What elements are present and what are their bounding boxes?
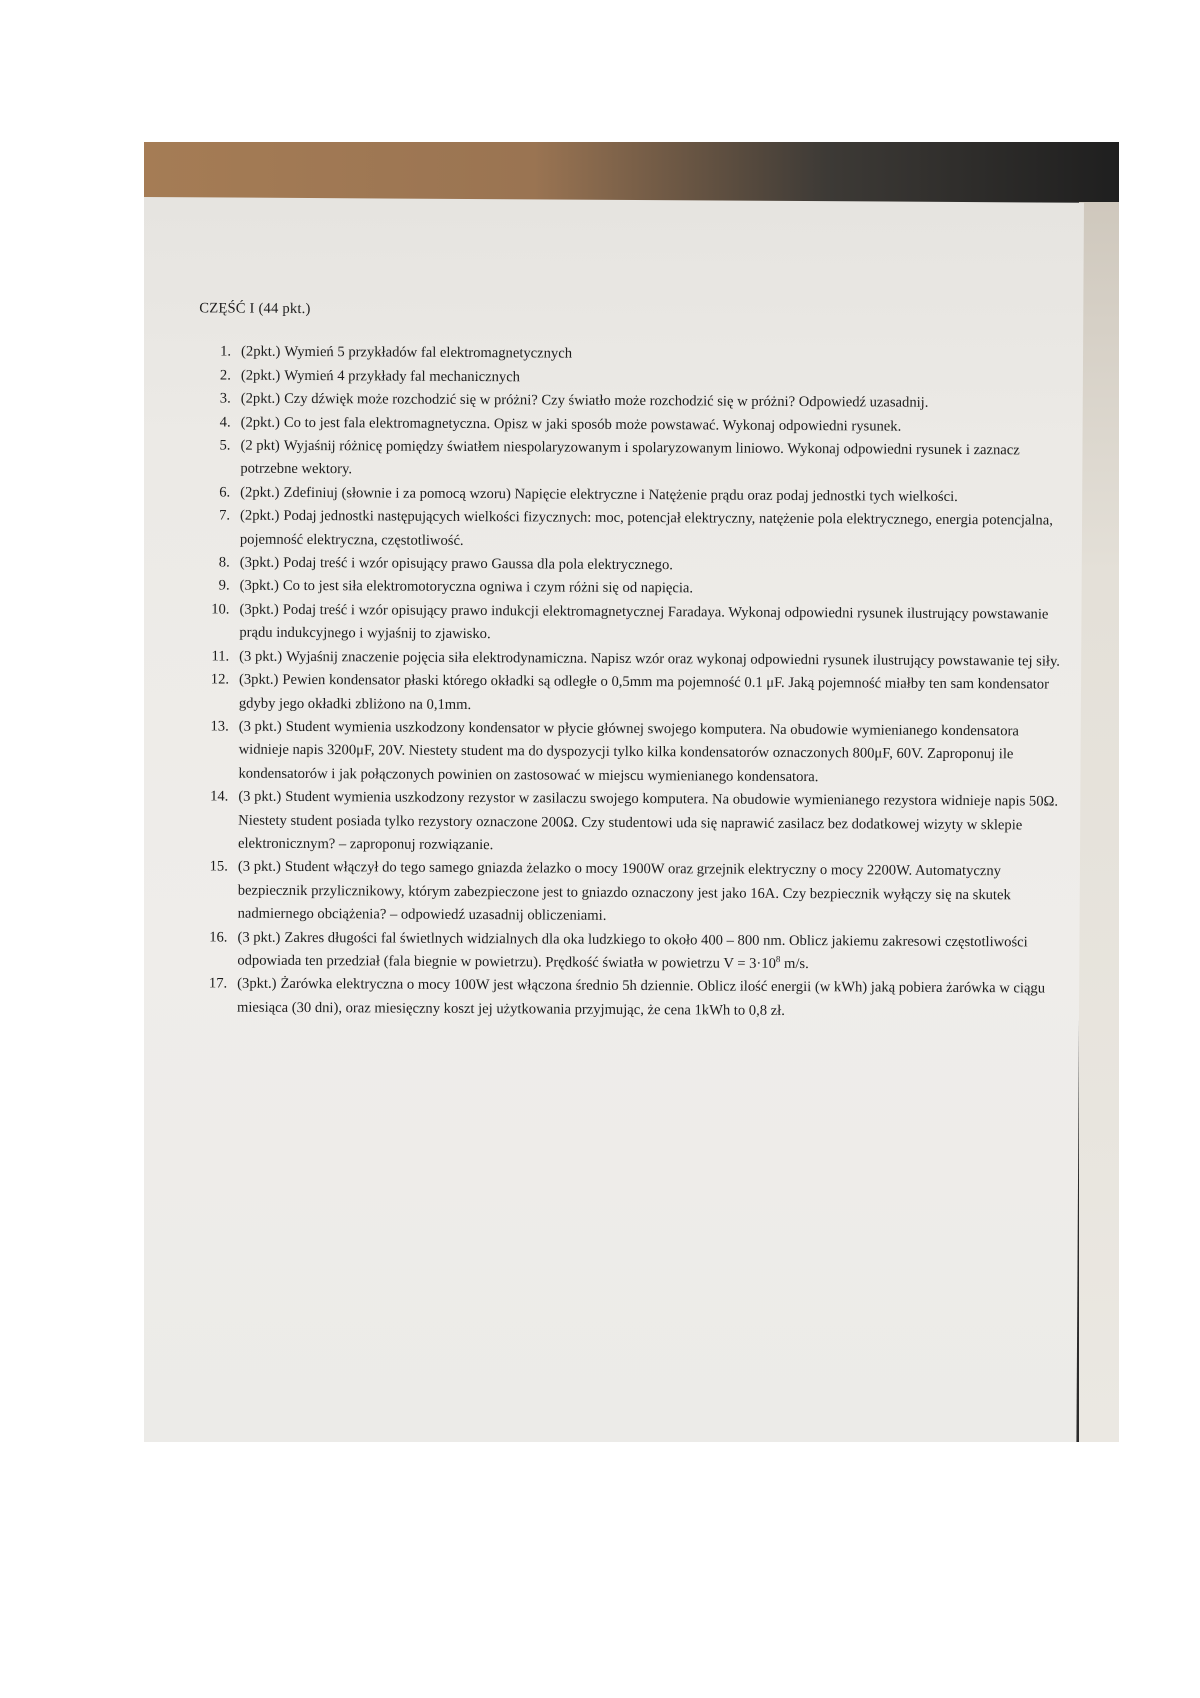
- question-text: Wymień 5 przykładów fal elektromagnetycznych: [284, 344, 573, 363]
- question-text: Czy dźwięk może rozchodzić się w próżni? Czy światło może rozchodzić się w próżni? Odpowiedź uzasadnij.: [284, 391, 929, 412]
- question-number: 2.: [219, 367, 231, 384]
- question-text: Podaj treść i wzór opisujący prawo Gaussa dla pola elektrycznego.: [283, 554, 673, 574]
- question-text: Co to jest fala elektromagnetyczna. Opisz w jaki sposób może powstawać. Wykonaj odpowiedni rysunek.: [283, 414, 902, 435]
- question-points: (3pkt.): [237, 975, 277, 993]
- question-text-after: m/s.: [780, 955, 809, 973]
- question-number: 8.: [218, 554, 230, 571]
- question-number: 10.: [211, 601, 230, 618]
- question-item: [198, 505, 1068, 557]
- question-points: (3pkt.): [239, 578, 280, 595]
- question-text: Student wymienia uszkodzony kondensator w płycie głównej swojego komputera. Na obudowie wymienianego kondensatora widnieje napis 3200μF, 20V. Niestety student ma do dyspozycji tylko kilka kondensatorów oznaczonych 800μF, 60V. Zaproponuj ile kondensatorów i jak połączonych powinien on zastosować w miejscu wymienianego kondensatora.: [238, 718, 1019, 785]
- question-item: [197, 598, 1067, 650]
- question-points: (3 pkt.): [237, 858, 281, 876]
- exponent: 8: [775, 953, 781, 965]
- question-number: 13.: [210, 718, 229, 735]
- question-points: (3 pkt.): [237, 929, 281, 946]
- question-body: [238, 786, 1066, 861]
- question-text: Podaj jednostki następujących wielkości fizycznych: moc, potencjał elektryczny, natężenie pola elektrycznego, energia potencjalna, pojemność elektryczna, częstotliwość.: [239, 508, 1053, 549]
- question-body: [238, 715, 1066, 790]
- question-body: [238, 856, 1066, 931]
- question-text: Podaj treść i wzór opisujący prawo indukcji elektromagnetycznej Faradaya. Wykonaj odpowiedni rysunek ilustrujący powstawanie prądu indukcyjnego i wyjaśnij to zjawisko.: [239, 601, 1049, 643]
- exam-sheet: [144, 197, 1084, 1442]
- question-text: Zdefiniuj (słownie i za pomocą wzoru) Napięcie elektryczne i Natężenie prądu oraz podaj jednostki tych wielkości.: [283, 484, 958, 505]
- question-body: [240, 505, 1068, 557]
- question-points: (3pkt.): [239, 554, 280, 571]
- question-text: Wyjaśnij znaczenie pojęcia siła elektrodynamiczna. Napisz wzór oraz wykonaj odpowiedni rysunek ilustrujący powstawanie tej siły.: [286, 648, 1061, 670]
- question-points: (3 pkt.): [238, 718, 282, 735]
- scanned-photo: [144, 142, 1119, 1442]
- question-text: Wyjaśnij różnicę pomiędzy światłem niespolaryzowanym i spolaryzowanym liniowo. Wykonaj odpowiedni rysunek i zaznacz potrzebne wektory.: [240, 437, 1020, 478]
- question-points: (2pkt.): [240, 414, 281, 431]
- question-points: (3pkt.): [239, 671, 279, 688]
- question-number: 16.: [209, 928, 228, 946]
- question-number: 14.: [210, 788, 229, 805]
- question-text: Pewien kondensator płaski którego okładki są odległe o 0,5mm ma pojemność 0.1 μF. Jaką pojemność miałby ten sam kondensator gdyby jego okładki zbliżono na 0,1mm.: [238, 671, 1050, 713]
- section-title: CZĘŚĆ I (44 pkt.): [199, 300, 311, 318]
- question-body: [240, 435, 1068, 487]
- question-item: [197, 668, 1067, 720]
- question-text: Co to jest siła elektromotoryczna ogniwa i czym różni się od napięcia.: [282, 578, 694, 597]
- question-number: 12.: [210, 671, 230, 688]
- question-points: (3pkt.): [239, 601, 279, 618]
- question-number: 9.: [218, 577, 230, 594]
- question-text: Student wymienia uszkodzony rezystor w zasilaczu swojego komputera. Na obudowie wymienianego rezystora widnieje napis 50Ω. Niestety student posiada tylko rezystory oznaczone 200Ω. Czy studentowi uda się naprawić zasilacz bez dodatkowej wizyty w sklepie elektronicznym? – zaproponuj rozwiązanie.: [238, 788, 1059, 854]
- question-item: [198, 434, 1068, 486]
- question-number: 4.: [219, 414, 231, 431]
- question-number: 7.: [219, 507, 231, 524]
- question-text-before: Zakres długości fal świetlnych widzialnych dla oka ludzkiego to około 400 – 800 nm. Oblicz jakiemu zakresowi częstotliwości odpowiada ten przedział (fala biegnie w powietrzu). Prędkość światła w powietrzu V = 3·10: [237, 929, 1028, 972]
- question-number: 3.: [219, 390, 231, 407]
- question-item: [195, 973, 1065, 1025]
- question-points: (2pkt.): [240, 507, 280, 525]
- question-points: (2pkt.): [240, 484, 280, 501]
- exam-content: [195, 297, 1069, 1024]
- question-points: (3 pkt.): [239, 648, 283, 665]
- question-text: Żarówka elektryczna o mocy 100W jest włączona średnio 5h dziennie. Oblicz ilość energii (w kWh) jaką pobiera żarówka w ciągu miesiąca (30 dni), oraz miesięczny koszt jej użytkowania przyjmując, że cena 1kWh to 0,8 zł.: [237, 976, 1046, 1019]
- question-points: (2 pkt): [240, 437, 280, 454]
- question-points: (2pkt.): [240, 390, 281, 408]
- question-number: 1.: [220, 343, 232, 360]
- question-item: [195, 926, 1065, 978]
- desk-background: [144, 142, 1119, 202]
- question-item: [196, 856, 1066, 932]
- question-item: [196, 785, 1066, 861]
- question-points: (3 pkt.): [238, 788, 282, 805]
- question-text: Student włączył do tego samego gniazda żelazko o mocy 1900W oraz grzejnik elektryczny o mocy 2200W. Automatyczny bezpiecznik przylicznikowy, którym zabezpieczone jest to gniazdo oznaczony jest jako 16A. Czy bezpiecznik wyłączy się na skutek nadmiernego obciążenia? – odpowiedź uzasadnij obliczeniami.: [237, 859, 1011, 924]
- question-body: [239, 669, 1067, 721]
- question-number: 17.: [208, 975, 228, 992]
- question-body: [237, 926, 1065, 978]
- question-points: (2pkt.): [240, 367, 281, 384]
- question-number: 11.: [211, 648, 230, 665]
- question-item: [196, 715, 1066, 791]
- question-number: 15.: [209, 858, 228, 875]
- question-number: 6.: [219, 484, 231, 501]
- question-points: (2pkt.): [241, 344, 281, 361]
- question-number: 5.: [219, 437, 231, 454]
- question-list: [195, 341, 1069, 1025]
- question-body: [239, 598, 1067, 650]
- question-body: [237, 973, 1065, 1025]
- desk-paper-edge: [1079, 202, 1119, 1442]
- question-text: Wymień 4 przykłady fal mechanicznych: [284, 367, 521, 386]
